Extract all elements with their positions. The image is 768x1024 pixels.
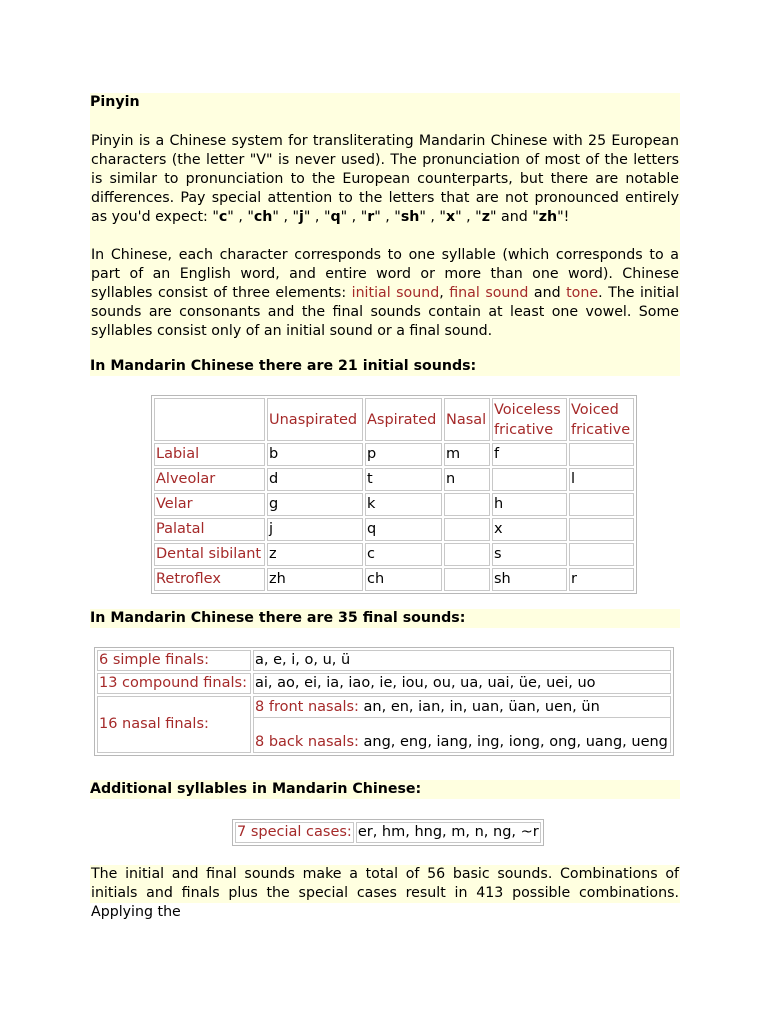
spacer [90, 341, 680, 357]
initials-table [151, 395, 637, 594]
closing-paragraph: The initial and final sounds make a total of 56 basic sounds. Combinations of initials and finals plus the special cases result in 413 possible combinations. Applying the [91, 866, 679, 920]
table-cell: q [365, 518, 442, 541]
spacer [90, 113, 680, 132]
table-row [154, 543, 634, 566]
and-text: and [528, 285, 567, 301]
table-row [97, 650, 671, 671]
syllables-text-2: . The initial sounds are consonants and the final sounds contain at least one vowel. Some syllables consist only of an initial sound or a final sound. [91, 285, 680, 339]
front-nasals-label: 8 front nasals: [255, 699, 359, 715]
row-label: Alveolar [154, 468, 265, 491]
column-header: Unaspirated [267, 398, 363, 441]
table-row [97, 696, 671, 753]
initial-sound-link[interactable]: initial sound [351, 285, 440, 301]
column-header [154, 398, 265, 441]
letter-c: c [218, 209, 228, 225]
table-cell: f [492, 443, 567, 466]
table-cell: d [267, 468, 363, 491]
table-cell: p [365, 443, 442, 466]
letter-q: q [330, 209, 341, 225]
compound-finals-label: 13 compound finals: [97, 673, 251, 694]
special-cases-label: 7 special cases: [235, 822, 354, 843]
intro-text: Pinyin is a Chinese system for transliterating Mandarin Chinese with 25 European characters (the letter "V" is never used). The pronunciation of most of the letters is similar to pronunciation to the European counterparts, but there are notable differences. Pay special attention to the letters that are not pronounced entirely as you'd expect: [91, 133, 679, 225]
table-cell [444, 543, 490, 566]
table-cell [569, 543, 634, 566]
row-label: Labial [154, 443, 265, 466]
table-cell: n [444, 468, 490, 491]
front-nasals [254, 697, 670, 718]
table-cell: j [267, 518, 363, 541]
finals-heading-block [90, 609, 680, 628]
table-cell: b [267, 443, 363, 466]
back-nasals-label: 8 back nasals: [255, 734, 359, 750]
compound-finals-value: ai, ao, ei, ia, iao, ie, iou, ou, ua, uai, üe, uei, uo [253, 673, 671, 694]
initials-heading-block [90, 357, 680, 376]
column-header: Nasal [444, 398, 490, 441]
column-header: Aspirated [365, 398, 442, 441]
table-cell: m [444, 443, 490, 466]
table-cell: t [365, 468, 442, 491]
table-row [154, 568, 634, 591]
special-cases-value: er, hm, hng, m, n, ng, ~r [356, 822, 541, 843]
additional-heading: Additional syllables in Mandarin Chinese: [90, 781, 422, 797]
row-label: Retroflex [154, 568, 265, 591]
table-cell [569, 518, 634, 541]
table-cell: z [267, 543, 363, 566]
front-nasals-value: an, en, ian, in, uan, üan, uen, ün [358, 699, 600, 715]
table-cell [444, 518, 490, 541]
table-row [235, 822, 541, 843]
letter-x: x [445, 209, 456, 225]
initials-heading: In Mandarin Chinese there are 21 initial sounds: [90, 358, 477, 374]
letter-r: r [367, 209, 375, 225]
letter-ch: ch [253, 209, 273, 225]
table-cell: l [569, 468, 634, 491]
tone-link[interactable]: tone [566, 285, 599, 301]
syllables-paragraph: In Chinese, each character corresponds to one syllable (which corresponds to a part of an English word, and entire word or more than one word). Chinese syllables consist of three elements: initial sound, final sound and tone. The initial sounds are consonants and the final sounds contain at least one vowel. Some syllables consist only of an initial sound or a final sound. [91, 247, 680, 339]
row-label: Dental sibilant [154, 543, 265, 566]
heading-block [90, 93, 680, 113]
letter-zh: zh [538, 209, 558, 225]
nasal-finals-cell [253, 696, 671, 753]
table-cell [569, 443, 634, 466]
table-cell [444, 568, 490, 591]
letter-sh: sh [400, 209, 420, 225]
additional-heading-block [90, 780, 680, 799]
table-cell: r [569, 568, 634, 591]
spacer [90, 227, 680, 246]
table-cell [492, 468, 567, 491]
back-nasals-value: ang, eng, iang, ing, iong, ong, uang, ueng [358, 734, 668, 750]
nasal-finals-label: 16 nasal finals: [97, 696, 251, 753]
table-header-row [154, 398, 634, 441]
row-label: Velar [154, 493, 265, 516]
table-row [154, 468, 634, 491]
table-row [154, 518, 634, 541]
finals-table [94, 647, 674, 756]
table-cell: s [492, 543, 567, 566]
letter-j: j [299, 209, 304, 225]
table-cell: zh [267, 568, 363, 591]
page-title: Pinyin [90, 94, 140, 110]
table-cell: g [267, 493, 363, 516]
syllables-text: In Chinese, each character corresponds to one syllable (which corresponds to a part of an English word, and entire word or more than one word). Chinese syllables consist of three elements: [91, 247, 679, 301]
column-header: Voiced fricative [569, 398, 634, 441]
table-cell: h [492, 493, 567, 516]
final-sound-link[interactable]: final sound [449, 285, 529, 301]
table-row [154, 493, 634, 516]
table-cell: ch [365, 568, 442, 591]
letter-z: z [481, 209, 490, 225]
table-cell [444, 493, 490, 516]
simple-finals-label: 6 simple finals: [97, 650, 251, 671]
letter-list: "c" , "ch" , "j" , "q" , "r" , "sh" , "x" , "z" and "zh" [212, 209, 564, 225]
table-cell [569, 493, 634, 516]
column-header: Voiceless fricative [492, 398, 567, 441]
finals-heading: In Mandarin Chinese there are 35 final sounds: [90, 610, 466, 626]
table-row [97, 673, 671, 694]
intro-paragraph: Pinyin is a Chinese system for transliterating Mandarin Chinese with 25 European characters (the letter "V" is never used). The pronunciation of most of the letters is similar to pronunciation to the European counterparts, but there are notable differences. Pay special attention to the letters that are not pronounced entirely as you'd expect: "c" , "ch" , "j" , "q" , "r" , "sh" , "x" , "z" and "zh"! [91, 133, 679, 225]
simple-finals-value: a, e, i, o, u, ü [253, 650, 671, 671]
row-label: Palatal [154, 518, 265, 541]
back-nasals [254, 732, 670, 752]
table-row [154, 443, 634, 466]
table-cell: x [492, 518, 567, 541]
special-cases-table [232, 819, 544, 846]
table-cell: c [365, 543, 442, 566]
table-cell: k [365, 493, 442, 516]
table-cell: sh [492, 568, 567, 591]
